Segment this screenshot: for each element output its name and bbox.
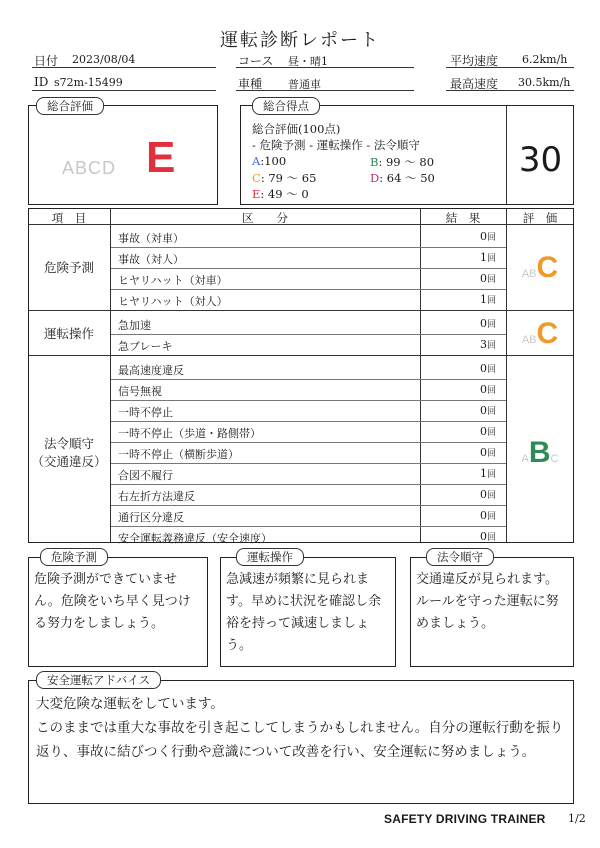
table-row-divider (111, 484, 506, 485)
table-row-label: 信号無視 (118, 385, 162, 398)
table-row-count (420, 446, 496, 459)
scale-C (252, 170, 316, 186)
table-header-item: 項 目 (51, 211, 87, 225)
avg-speed-underline (446, 67, 574, 68)
scale-letter: D (370, 171, 380, 185)
scale-range: : 99 〜 80 (378, 155, 435, 169)
vehicle-underline (236, 90, 414, 91)
rating-scale-left: AB (521, 334, 537, 346)
table-row-label: ヒヤリハット（対車） (118, 274, 228, 287)
table-row-label: 右左折方法違反 (118, 490, 195, 503)
table-row-divider (111, 463, 506, 464)
table-row-label: 急加速 (118, 319, 151, 332)
table-row-label: 事故（対人） (118, 253, 184, 266)
comment-tab-hazard: 危険予測 (40, 548, 108, 566)
advice-tab: 安全運転アドバイス (36, 671, 161, 689)
count-unit: 回 (486, 428, 496, 438)
table-row-label: 合図不履行 (118, 469, 173, 482)
table-row-count (420, 338, 496, 351)
table-col-divider-1 (110, 209, 111, 542)
count-value: 0 (479, 509, 487, 522)
score-desc-line2: - 危険予測 - 運転操作 - 法令順守 (252, 138, 420, 152)
count-unit: 回 (486, 386, 496, 396)
table-row-label: 一時不停止 (118, 406, 173, 419)
max-speed-label: 最高速度 (450, 77, 499, 91)
count-unit: 回 (486, 296, 496, 306)
scale-letter: E (252, 187, 261, 201)
table-row-divider (111, 289, 506, 290)
table-group-divider (29, 355, 573, 356)
vehicle-value: 普通車 (288, 78, 321, 91)
table-header-result: 結 果 (445, 211, 481, 225)
count-value: 0 (479, 272, 487, 285)
table-group-divider (29, 310, 573, 311)
count-unit: 回 (486, 320, 496, 330)
overall-grade: E (146, 133, 176, 182)
report-title: 運転診断レポート (220, 30, 380, 51)
count-unit: 回 (486, 275, 496, 285)
table-group-rating (506, 316, 574, 358)
table-row-label: 一時不停止（横断歩道） (118, 448, 239, 461)
scale-A (252, 154, 286, 168)
scale-range: :100 (260, 154, 287, 168)
table-row-label: 急ブレーキ (118, 340, 173, 353)
count-value: 0 (479, 425, 487, 438)
table-row-divider (111, 526, 506, 527)
count-value: 0 (479, 488, 487, 501)
table-group-name (28, 435, 110, 471)
count-value: 1 (479, 251, 487, 264)
count-unit: 回 (486, 449, 496, 459)
table-row-count (420, 425, 496, 438)
count-value: 0 (479, 362, 487, 375)
table-row-count (420, 230, 496, 243)
table-header-rating: 評 価 (522, 211, 558, 225)
table-row-label: 一時不停止（歩道・路側帯） (118, 427, 261, 440)
table-row-divider (111, 334, 506, 335)
vehicle-label: 車種 (238, 77, 263, 91)
rating-scale-left: A (521, 452, 529, 465)
rating-grade: C (536, 317, 559, 350)
table-row-count (420, 251, 496, 264)
scale-D (370, 170, 435, 186)
table-row-divider (111, 268, 506, 269)
table-row-label: ヒヤリハット（対人） (118, 295, 228, 308)
table-row-divider (111, 247, 506, 248)
scale-letter: A (252, 154, 261, 168)
table-row-count (420, 272, 496, 285)
table-row-label: 通行区分違反 (118, 511, 184, 524)
rating-scale-right: C (550, 452, 559, 465)
scale-range: : 64 〜 50 (379, 171, 435, 185)
table-row-count (420, 488, 496, 501)
id-value: s72m-15499 (54, 76, 123, 89)
group-name-subline: （交通違反） (31, 453, 107, 469)
table-row-count (420, 404, 496, 417)
total-score-tab: 総合得点 (252, 97, 320, 115)
count-value: 3 (479, 338, 487, 351)
table-group-name (28, 259, 110, 277)
count-unit: 回 (486, 233, 496, 243)
overall-evaluation-tab: 総合評価 (36, 97, 104, 115)
count-unit: 回 (486, 491, 496, 501)
id-underline (32, 90, 216, 91)
table-row-label: 安全運転義務違反（安全速度） (118, 532, 272, 545)
table-row-divider (111, 400, 506, 401)
max-speed-value: 30.5km/h (518, 76, 571, 89)
date-underline (32, 67, 216, 68)
count-unit: 回 (486, 533, 496, 543)
course-label: コース (238, 54, 274, 68)
rating-grade: C (536, 251, 559, 284)
total-score-value: 30 (518, 140, 563, 180)
count-value: 0 (479, 530, 487, 543)
score-desc-line1: 総合評価(100点) (252, 122, 341, 136)
avg-speed-value: 6.2km/h (522, 53, 568, 66)
course-underline (236, 67, 414, 68)
table-row-label: 最高速度違反 (118, 364, 184, 377)
max-speed-underline (446, 90, 574, 91)
count-unit: 回 (486, 407, 496, 417)
count-value: 0 (479, 230, 487, 243)
table-row-divider (111, 421, 506, 422)
table-row-divider (111, 505, 506, 506)
footer-page: 1/2 (568, 812, 586, 825)
count-value: 0 (479, 404, 487, 417)
table-row-divider (111, 379, 506, 380)
count-value: 1 (479, 467, 487, 480)
table-header-category: 区 分 (242, 211, 288, 225)
group-name-line: 運転操作 (43, 326, 94, 341)
date-value: 2023/08/04 (72, 53, 136, 66)
table-row-divider (111, 442, 506, 443)
scale-letter: C (252, 171, 261, 185)
table-row-count (420, 293, 496, 306)
count-value: 1 (479, 293, 487, 306)
table-row-label: 事故（対車） (118, 232, 184, 245)
count-unit: 回 (486, 254, 496, 264)
count-unit: 回 (486, 365, 496, 375)
advice-line1: 大変危険な運転をしています。 (36, 696, 224, 712)
id-label: ID (34, 75, 49, 89)
table-row-count (420, 362, 496, 375)
course-value: 昼・晴1 (288, 55, 328, 68)
count-unit: 回 (486, 512, 496, 522)
group-name-line: 法令順守 (43, 435, 94, 451)
rating-grade: B (528, 435, 551, 469)
scale-letter: B (370, 155, 379, 169)
count-value: 0 (479, 446, 487, 459)
comment-text-hazard: 危険予測ができていません。危険をいち早く見つける努力をしましょう。 (34, 572, 191, 631)
scale-E (252, 186, 309, 202)
comment-text-compliance: 交通違反が見られます。ルールを守った運転に努めましょう。 (416, 572, 559, 631)
count-value: 0 (479, 317, 487, 330)
count-unit: 回 (486, 341, 496, 351)
comment-tab-compliance: 法令順守 (426, 548, 494, 566)
table-row-count (420, 383, 496, 396)
table-group-rating (506, 250, 574, 292)
table-row-count (420, 530, 496, 543)
table-row-count (420, 317, 496, 330)
table-row-count (420, 509, 496, 522)
date-label: 日付 (34, 54, 59, 68)
comment-tab-operation: 運転操作 (236, 548, 304, 566)
scale-range: : 79 〜 65 (260, 171, 317, 185)
avg-speed-label: 平均速度 (450, 54, 499, 68)
count-unit: 回 (486, 470, 496, 480)
scale-B (370, 154, 434, 170)
group-name-line: 危険予測 (43, 260, 94, 275)
table-group-name (28, 325, 110, 343)
advice-line2: このままでは重大な事故を引き起こしてしまうかもしれません。自分の運転行動を振り返り、事故に結びつく行動や意識について改善を行い、安全運転に努めましょう。 (36, 720, 564, 760)
table-group-rating (506, 435, 574, 477)
footer-brand: SAFETY DRIVING TRAINER (384, 812, 546, 826)
table-row-count (420, 467, 496, 480)
scale-range: : 49 〜 0 (260, 187, 309, 201)
rating-scale-left: AB (521, 268, 537, 280)
overall-grade-scale: ABCD (62, 158, 117, 178)
count-value: 0 (479, 383, 487, 396)
comment-text-operation: 急減速が頻繁に見られます。早めに状況を確認し余裕を持って減速しましょう。 (226, 572, 381, 653)
overall-evaluation-box (28, 105, 218, 205)
